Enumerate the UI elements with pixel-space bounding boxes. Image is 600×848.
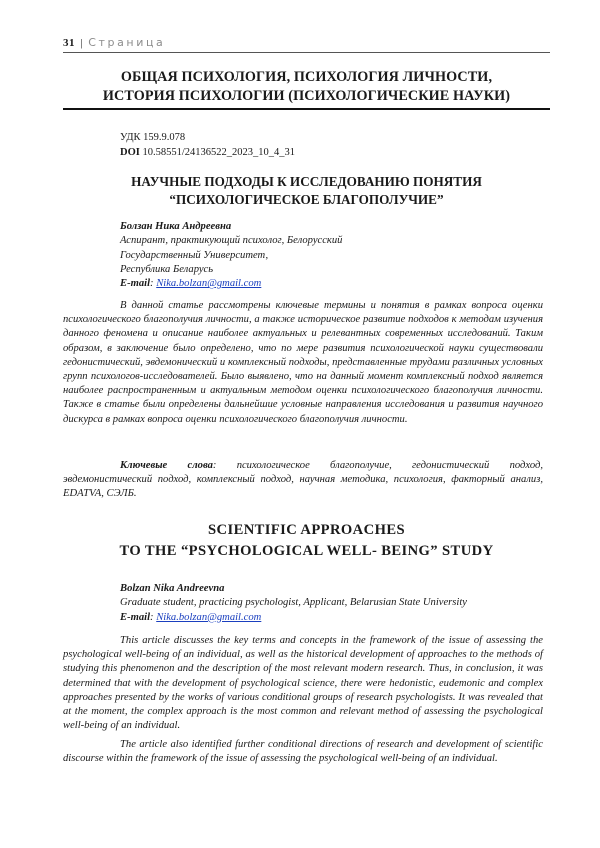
keywords-label: Ключевые слова bbox=[120, 460, 213, 471]
author-block-en bbox=[120, 582, 540, 625]
article-title-line: TO THE “PSYCHOLOGICAL WELL- BEING” STUDY bbox=[119, 543, 494, 559]
email-label: E-mail bbox=[120, 278, 151, 290]
doi-label: DOI bbox=[120, 146, 140, 158]
email-link[interactable]: Nika.bolzan@gmail.com bbox=[156, 611, 262, 623]
author-affiliation: Государственный Университет, bbox=[120, 249, 269, 261]
abstract-en-paragraph: The article also identified further conditional directions of research and development of scientific discourse within the framework of the issue of assessing the psychological well-being of an individual. bbox=[63, 739, 543, 765]
author-name: Болзан Ника Андреевна bbox=[120, 221, 232, 232]
section-divider bbox=[63, 108, 550, 110]
author-block-ru bbox=[120, 220, 420, 291]
section-title-line: ИСТОРИЯ ПСИХОЛОГИИ (ПСИХОЛОГИЧЕСКИЕ НАУКИ) bbox=[102, 88, 511, 104]
doi-value: 10.58551/24136522_2023_10_4_31 bbox=[139, 146, 296, 158]
keywords-ru bbox=[63, 459, 543, 502]
article-title-en bbox=[63, 520, 550, 562]
author-affiliation: Аспирант, практикующий психолог, Белорусский bbox=[120, 235, 343, 247]
email-label: E-mail bbox=[120, 611, 151, 623]
abstract-ru: В данной статье рассмотрены ключевые термины и понятия в рамках вопроса оценки психологического благополучия личности, а также историческое развитие подходов к методам изучения данного феномена и описание наиболее актуальных и релевантных современных исследований. Таким образом, в заключение было определено, что по мере развития психологической науки существовали гедонистический, эвдемонический и комплексный подходы, представленные трудами различных условных групп психологов-исследователей. Было выявлено, что на данный момент комплексный подход является наиболее распространенным и актуальным методом оценки психологического благополучия личности. Также в статье были определены дальнейшие условные направления исследования и развития научного дискурса в рамках вопроса оценки психологического благополучия личности. bbox=[63, 300, 543, 425]
udk-code: УДК 159.9.078 bbox=[120, 132, 186, 143]
page-number: 31 bbox=[63, 37, 75, 49]
keywords-colon: : bbox=[212, 460, 237, 471]
article-title-ru bbox=[63, 173, 550, 209]
section-title bbox=[63, 68, 550, 106]
author-country: Республика Беларусь bbox=[120, 263, 214, 275]
article-title-line: НАУЧНЫЕ ПОДХОДЫ К ИССЛЕДОВАНИЮ ПОНЯТИЯ bbox=[131, 174, 482, 189]
article-metadata bbox=[120, 131, 295, 160]
article-title-line: SCIENTIFIC APPROACHES bbox=[208, 522, 405, 538]
article-title-line: “ПСИХОЛОГИЧЕСКОЕ БЛАГОПОЛУЧИЕ” bbox=[169, 192, 444, 207]
section-title-line: ОБЩАЯ ПСИХОЛОГИЯ, ПСИХОЛОГИЯ ЛИЧНОСТИ, bbox=[120, 69, 493, 85]
page-word: Страница bbox=[88, 36, 166, 49]
doi-line bbox=[120, 146, 295, 161]
author-affiliation: Graduate student, practicing psychologist, Applicant, Belarusian State University bbox=[120, 597, 468, 609]
page-header bbox=[63, 36, 165, 49]
header-divider bbox=[63, 52, 550, 53]
header-separator: | bbox=[80, 37, 83, 49]
author-email-line bbox=[120, 277, 420, 291]
email-colon: : bbox=[150, 611, 157, 623]
author-name: Bolzan Nika Andreevna bbox=[120, 583, 225, 594]
author-email-line bbox=[120, 611, 540, 625]
keywords-text: психологическое благополучие, гедонистический подход, эвдемонистический подход, комплексный подход, научная методика, психология, факторный анализ, EDATVA, СЭЛБ. bbox=[63, 460, 543, 500]
email-link[interactable]: Nika.bolzan@gmail.com bbox=[156, 278, 262, 290]
abstract-en-paragraph: This article discusses the key terms and concepts in the framework of the issue of assessing the psychological well-being of an individual, as well as the historical development of approaches to the methods of studying this phenomenon and the description of the most relevant modern research. Thus, in conclusion, it was determined that with the development of psychological science, there were hedonistic, eudemonic and complex approaches presented by the works of various conditional groups of research psychologists. It was revealed that at the moment, the complex approach is the most common and relevant method of assessing the psychological well-being of an individual. bbox=[63, 635, 543, 732]
email-colon: : bbox=[150, 278, 157, 290]
